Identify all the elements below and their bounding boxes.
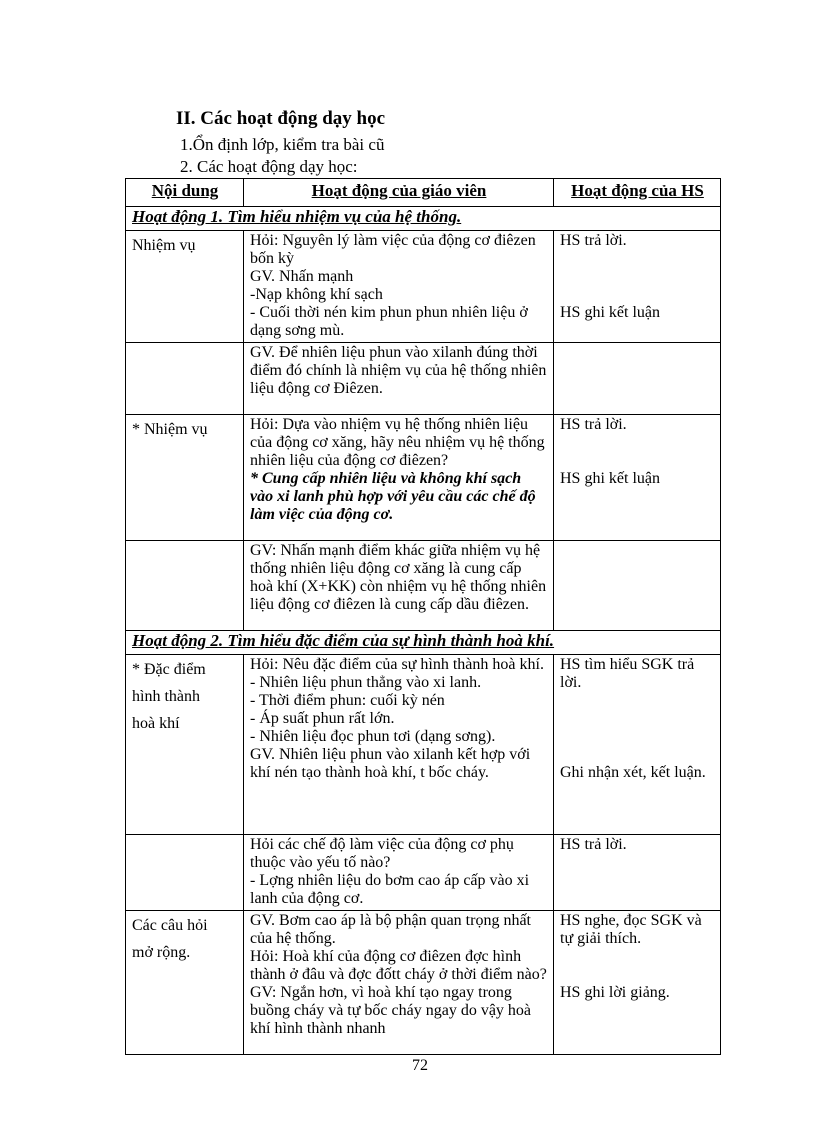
subheading-1: 1.Ổn định lớp, kiểm tra bài cũ — [180, 135, 385, 154]
page-number: 72 — [412, 1057, 428, 1074]
teacher-cell: Hỏi: Nêu đặc điểm của sự hình thành hoà khí. - Nhiên liệu phun thẳng vào xi lanh. - Thời điểm phun: cuối kỳ nén - Áp suất phun rất lớn. - Nhiên liệu đọc phun tơi (dạng sơng). GV. Nhiên liệu phun vào xilanh kết hợp với khí nén tạo thành hoà khí, t bốc cháy. — [244, 655, 554, 835]
content-cell: Nhiệm vụ — [126, 231, 244, 343]
table-row — [126, 343, 721, 415]
teacher-cell: GV: Nhấn mạnh điểm khác giữa nhiệm vụ hệ thống nhiên liệu động cơ xăng là cung cấp hoà khí (X+KK) còn nhiệm vụ hệ thống nhiên liệu động cơ điêzen là cung cấp dầu điêzen. — [244, 541, 554, 631]
section-row-2 — [126, 631, 721, 655]
student-cell — [554, 343, 721, 415]
content-cell: Các câu hỏi mở rộng. — [126, 911, 244, 1055]
student-cell: HS trả lời. — [554, 835, 721, 911]
section-row-1 — [126, 207, 721, 231]
student-cell — [554, 541, 721, 631]
activities-table — [125, 178, 721, 1055]
header-student: Hoạt động của HS — [554, 179, 721, 207]
table-header-row — [126, 179, 721, 207]
student-cell: HS trả lời. HS ghi kết luận — [554, 415, 721, 541]
student-cell: HS trả lời. HS ghi kết luận — [554, 231, 721, 343]
teacher-cell: Hỏi: Dựa vào nhiệm vụ hệ thống nhiên liệu của động cơ xăng, hãy nêu nhiệm vụ hệ thống nhiên liệu của động cơ điêzen? * Cung cấp nhiên liệu và không khí sạch vào xi lanh phù hợp với yêu cầu các chế độ làm việc của động cơ. — [244, 415, 554, 541]
section-title-2: Hoạt động 2. Tìm hiểu đặc điểm của sự hình thành hoà khí. — [126, 631, 721, 655]
content-cell — [126, 343, 244, 415]
section-title-1: Hoạt động 1. Tìm hiểu nhiệm vụ của hệ thống. — [126, 207, 721, 231]
content-cell — [126, 835, 244, 911]
teacher-cell: Hỏi các chế độ làm việc của động cơ phụ thuộc vào yếu tố nào? - Lợng nhiên liệu do bơm cao áp cấp vào xi lanh của động cơ. — [244, 835, 554, 911]
table-row — [126, 911, 721, 1055]
subheading-2: 2. Các hoạt động dạy học: — [180, 157, 358, 176]
table-row — [126, 231, 721, 343]
section-heading: II. Các hoạt động dạy học — [176, 108, 386, 129]
content-cell: * Nhiệm vụ — [126, 415, 244, 541]
teacher-cell: Hỏi: Nguyên lý làm việc của động cơ điêzen bốn kỳ GV. Nhấn mạnh -Nạp không khí sạch - Cuối thời nén kim phun phun nhiên liệu ở dạng sơng mù. — [244, 231, 554, 343]
header-content: Nội dung — [126, 179, 244, 207]
table-row — [126, 415, 721, 541]
content-cell: * Đặc điểm hình thành hoà khí — [126, 655, 244, 835]
student-cell: HS tìm hiểu SGK trả lời. Ghi nhận xét, kết luận. — [554, 655, 721, 835]
table-row — [126, 835, 721, 911]
content-cell — [126, 541, 244, 631]
table-row — [126, 541, 721, 631]
table-row — [126, 655, 721, 835]
teacher-cell: GV. Để nhiên liệu phun vào xilanh đúng thời điểm đó chính là nhiệm vụ của hệ thống nhiên liệu động cơ Điêzen. — [244, 343, 554, 415]
header-teacher: Hoạt động của giáo viên — [244, 179, 554, 207]
teacher-cell: GV. Bơm cao áp là bộ phận quan trọng nhất của hệ thống. Hỏi: Hoà khí của động cơ điêzen đợc hình thành ở đâu và đợc đốtt cháy ở thời điểm nào? GV: Ngắn hơn, vì hoà khí tạo ngay trong buồng cháy và tự bốc cháy ngay do vậy hoà khí hình thành nhanh — [244, 911, 554, 1055]
student-cell: HS nghe, đọc SGK và tự giải thích. HS ghi lời giảng. — [554, 911, 721, 1055]
